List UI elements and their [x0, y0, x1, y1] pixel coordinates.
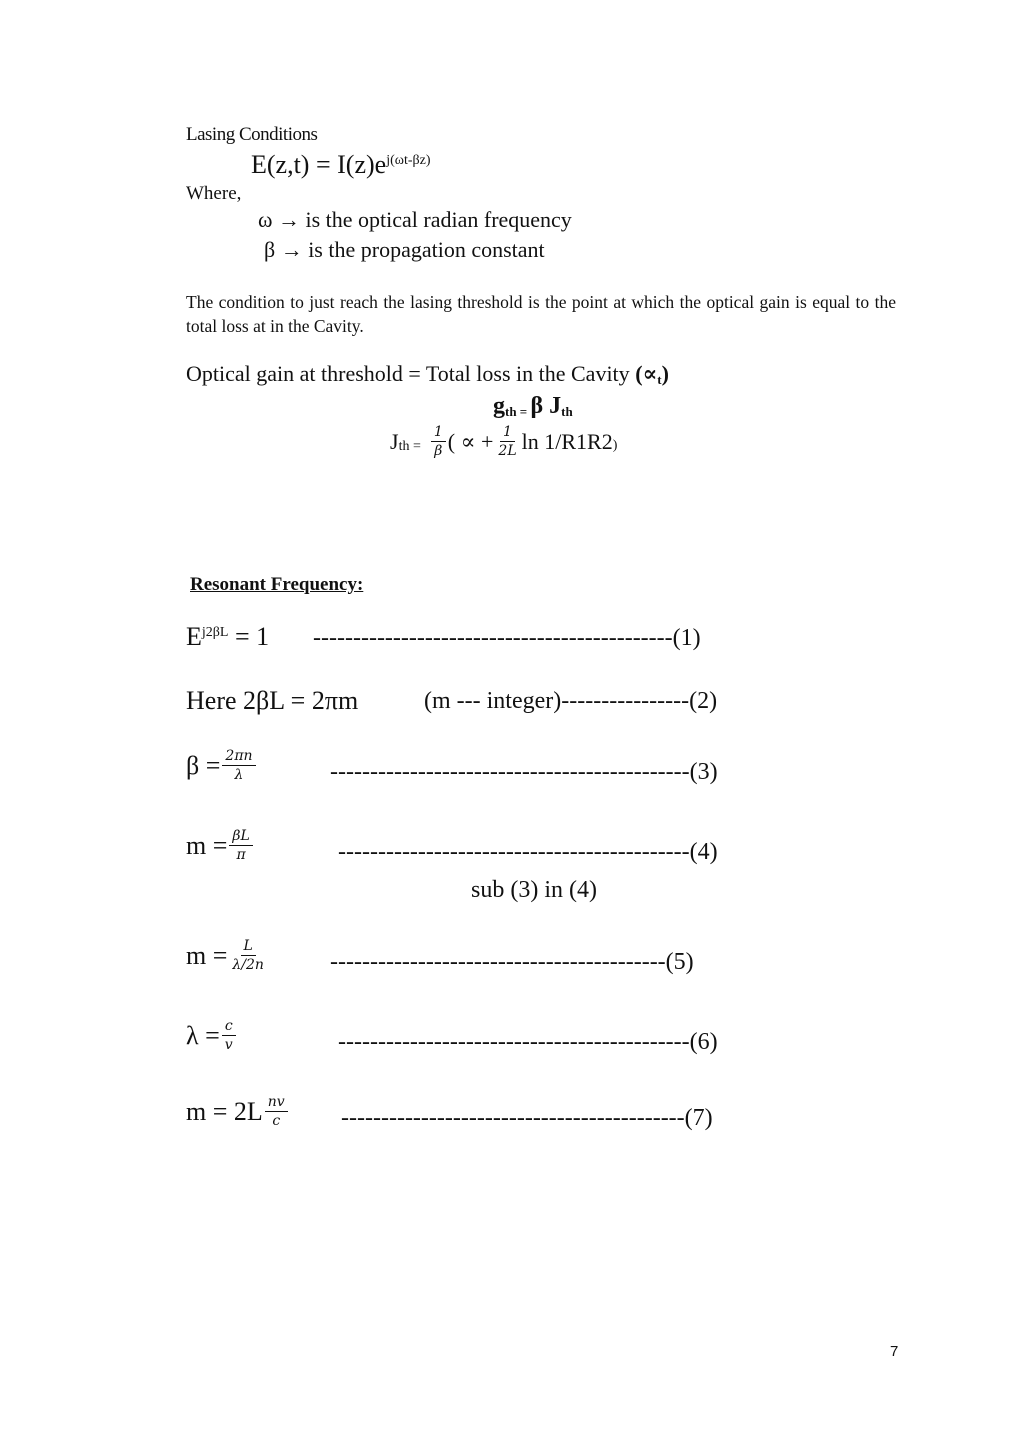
- gth-rhs-subscript: th: [561, 404, 573, 419]
- equation-3-denominator: λ: [234, 767, 244, 784]
- gth-symbol: g: [493, 393, 505, 419]
- equation-5-numerator: L: [241, 938, 256, 956]
- equation-2-reference: (m --- integer)----------------(2): [424, 688, 718, 714]
- equation-5-denominator: λ/2n: [232, 957, 264, 974]
- equation-7-denominator: c: [272, 1113, 281, 1130]
- alpha-total-symbol: (∝: [635, 361, 658, 386]
- alpha-total-subscript: t: [657, 372, 662, 387]
- equation-7-lhs: m = 2L: [186, 1096, 263, 1126]
- gth-subscript: th =: [505, 404, 531, 419]
- equation-5-fraction: [229, 938, 267, 973]
- jth-fraction-1-denominator: β: [434, 443, 443, 460]
- jth-ln-term: ln 1/R1R2: [521, 428, 613, 454]
- threshold-current-equation: [390, 424, 617, 459]
- equation-6-denominator: v: [224, 1037, 233, 1054]
- equation-3: [186, 748, 258, 783]
- equation-7-reference: -------------------------------------------(7): [341, 1105, 713, 1131]
- gain-equality-text: Optical gain at threshold = Total loss in the Cavity: [186, 361, 636, 386]
- field-equation: [251, 150, 431, 180]
- equation-7-numerator: nv: [265, 1094, 288, 1112]
- jth-close-paren: ): [612, 437, 618, 453]
- jth-fraction-1-numerator: 1: [431, 424, 446, 442]
- section-heading-lasing: Lasing Conditions: [186, 124, 318, 145]
- equation-4-lhs: m =: [186, 830, 228, 860]
- gain-equality-line: [186, 361, 669, 388]
- equation-6-fraction: [222, 1018, 236, 1053]
- equation-1-reference: ---------------------------------------------(1): [313, 625, 701, 651]
- section-heading-resonant: Resonant Frequency:: [190, 574, 364, 595]
- equation-7: [186, 1094, 290, 1129]
- where-label: Where,: [186, 183, 242, 204]
- equation-6-lhs: λ =: [186, 1020, 220, 1050]
- equation-1-base: E: [186, 622, 202, 651]
- equation-1: [186, 622, 269, 652]
- jth-fraction-1: [431, 424, 446, 459]
- equation-1-exponent: j2βL: [201, 625, 229, 640]
- equation-1-rhs: = 1: [228, 622, 270, 651]
- field-equation-lhs: E(z,t) = I(z)e: [251, 150, 387, 179]
- jth-symbol: J: [390, 428, 399, 454]
- equation-3-numerator: 2πn: [222, 748, 255, 766]
- equation-3-lhs: β =: [186, 750, 221, 780]
- equation-4: [186, 828, 255, 863]
- omega-definition: ω → is the optical radian frequency: [258, 207, 572, 232]
- equation-4-fraction: [229, 828, 252, 863]
- jth-open-paren: ( ∝ +: [447, 428, 494, 454]
- threshold-gain-equation: [493, 393, 573, 420]
- field-equation-exponent: j(ωt-βz): [386, 153, 431, 168]
- equation-7-fraction: [265, 1094, 288, 1129]
- equation-3-reference: ---------------------------------------------(3): [330, 759, 718, 785]
- alpha-total-close: ): [661, 361, 669, 386]
- equation-5: [186, 938, 269, 973]
- jth-fraction-2-numerator: 1: [500, 424, 515, 442]
- jth-fraction-2-denominator: 2L: [498, 443, 517, 460]
- equation-6-numerator: c: [222, 1018, 236, 1036]
- page-number: 7: [890, 1343, 899, 1360]
- equation-4-reference: --------------------------------------------(4): [338, 839, 718, 865]
- equation-4-numerator: βL: [229, 828, 252, 846]
- substitution-note: sub (3) in (4): [471, 877, 597, 903]
- equation-5-reference: ------------------------------------------(5): [330, 949, 694, 975]
- gth-rhs: β J: [530, 393, 562, 419]
- equation-4-denominator: π: [236, 847, 246, 864]
- jth-fraction-2: [495, 424, 519, 459]
- jth-subscript: th =: [398, 438, 421, 454]
- equation-2: Here 2βL = 2πm: [186, 686, 359, 715]
- equation-5-lhs: m =: [186, 940, 228, 970]
- equation-6-reference: --------------------------------------------(6): [338, 1029, 718, 1055]
- beta-definition: β → is the propagation constant: [264, 237, 545, 262]
- threshold-paragraph: The condition to just reach the lasing threshold is the point at which the optical gain is equal to the total loss at in the Cavity.: [186, 292, 896, 336]
- equation-6: [186, 1018, 238, 1053]
- equation-3-fraction: [222, 748, 255, 783]
